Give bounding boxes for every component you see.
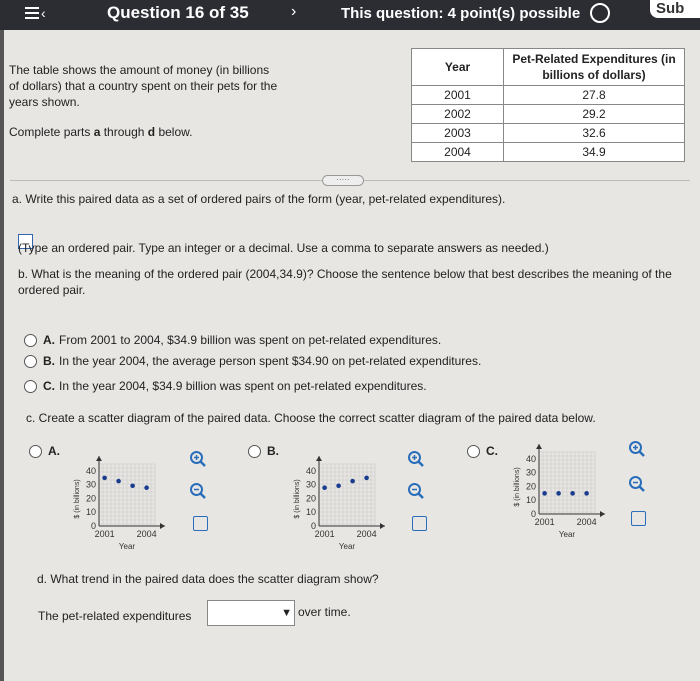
- radio-button[interactable]: [467, 445, 480, 458]
- y-tick-label: 10: [305, 507, 316, 518]
- zoom-out-icon[interactable]: [407, 482, 425, 500]
- trend-dropdown[interactable]: [207, 600, 295, 626]
- part-b-prompt: b. What is the meaning of the ordered pair (2004,34.9)? Choose the sentence below that best describes the meaning of the ordered pair.: [18, 267, 672, 297]
- y-tick-label: 40: [305, 465, 316, 476]
- y-axis-label: $ (in billions): [514, 467, 521, 507]
- value-cell: 32.6: [504, 124, 685, 143]
- y-tick-label: 30: [305, 479, 316, 490]
- x-tick-label: 2004: [576, 517, 597, 527]
- data-point: [570, 491, 575, 496]
- x-tick-label: 2001: [534, 517, 555, 527]
- settings-icon[interactable]: [590, 3, 610, 23]
- x-axis-label: Year: [558, 530, 576, 539]
- x-tick-label: 2004: [136, 529, 157, 539]
- data-point: [350, 479, 355, 484]
- external-link-icon[interactable]: [193, 516, 208, 531]
- y-tick-label: 30: [85, 479, 96, 490]
- problem-intro: The table shows the amount of money (in billions of dollars) that a country spent on their pets for the years shown.: [9, 63, 278, 109]
- option-text: From 2001 to 2004, $34.9 billion was spent on pet-related expenditures.: [59, 333, 442, 347]
- zoom-out-icon[interactable]: [189, 482, 207, 500]
- option-b-c[interactable]: [24, 379, 427, 393]
- table-row: [412, 143, 685, 162]
- x-axis-arrow: [160, 523, 165, 529]
- x-axis-label: Year: [338, 542, 356, 551]
- option-c-a[interactable]: [29, 444, 64, 458]
- y-tick-label: 10: [525, 495, 536, 506]
- option-text: In the year 2004, $34.9 billion was spent on pet-related expenditures.: [59, 379, 427, 393]
- data-point: [542, 491, 547, 496]
- y-axis-arrow: [536, 444, 542, 449]
- y-tick-label: 30: [525, 467, 536, 478]
- trend-trail-text: over time.: [298, 605, 351, 619]
- zoom-in-icon[interactable]: [189, 450, 207, 468]
- scatter-plot-a: [72, 452, 190, 554]
- data-point: [364, 476, 369, 481]
- external-link-icon[interactable]: [412, 516, 427, 531]
- data-point: [556, 491, 561, 496]
- submit-button[interactable]: Sub: [650, 0, 700, 18]
- part-a-prompt: a. Write this paired data as a set of ordered pairs of the form (year, pet-related expenditures).: [12, 192, 506, 206]
- y-tick-label: 10: [85, 507, 96, 518]
- question-title: Question 16 of 35: [107, 3, 249, 22]
- scatter-plot-b: [292, 452, 410, 554]
- data-point: [336, 483, 341, 488]
- y-tick-label: 40: [525, 453, 536, 464]
- option-letter: A.: [43, 333, 55, 347]
- x-axis-arrow: [380, 523, 385, 529]
- value-cell: 27.8: [504, 86, 685, 105]
- option-c-c[interactable]: [467, 444, 502, 458]
- x-tick-label: 2001: [94, 529, 115, 539]
- problem-instructions: Complete parts a through d below.: [9, 125, 193, 139]
- option-b-b[interactable]: [24, 354, 481, 368]
- x-axis-label: Year: [118, 542, 136, 551]
- data-point: [322, 485, 327, 490]
- y-tick-label: 20: [525, 481, 536, 492]
- radio-button[interactable]: [29, 445, 42, 458]
- y-tick-label: 0: [530, 509, 536, 519]
- y-tick-label: 0: [310, 521, 316, 531]
- data-point: [130, 483, 135, 488]
- year-cell: 2003: [412, 124, 504, 143]
- table-row: [412, 124, 685, 143]
- left-edge: [0, 30, 4, 681]
- table-header-expenditure: Pet-Related Expenditures (in billions of dollars): [504, 49, 685, 86]
- y-tick-label: 40: [85, 465, 96, 476]
- zoom-in-icon[interactable]: [407, 450, 425, 468]
- radio-button[interactable]: [24, 380, 37, 393]
- data-point: [116, 479, 121, 484]
- y-axis-arrow: [96, 456, 102, 461]
- trend-lead-text: The pet-related expenditures: [38, 609, 192, 623]
- value-cell: 34.9: [504, 143, 685, 162]
- table-header-year: Year: [412, 49, 504, 86]
- zoom-out-icon[interactable]: [628, 475, 646, 493]
- option-letter: A.: [48, 444, 60, 458]
- x-tick-label: 2004: [356, 529, 377, 539]
- y-tick-label: 0: [90, 521, 96, 531]
- part-c-prompt: c. Create a scatter diagram of the paired data. Choose the correct scatter diagram of the paired data below.: [26, 411, 596, 425]
- radio-button[interactable]: [248, 445, 261, 458]
- top-bar: [0, 0, 700, 30]
- x-axis-arrow: [600, 511, 605, 517]
- year-cell: 2004: [412, 143, 504, 162]
- external-link-icon[interactable]: [631, 511, 646, 526]
- option-letter: C.: [486, 444, 498, 458]
- option-c-b[interactable]: [248, 444, 283, 458]
- x-tick-label: 2001: [314, 529, 335, 539]
- chevron-left-icon[interactable]: ‹: [41, 5, 46, 21]
- year-cell: 2002: [412, 105, 504, 124]
- table-row: [412, 86, 685, 105]
- table-row: [412, 105, 685, 124]
- data-point: [144, 485, 149, 490]
- points-label: This question: 4 point(s) possible: [341, 5, 581, 22]
- radio-button[interactable]: [24, 334, 37, 347]
- next-question-button[interactable]: ›: [291, 3, 297, 20]
- y-tick-label: 20: [85, 493, 96, 504]
- option-letter: B.: [43, 354, 55, 368]
- resize-handle[interactable]: ·····: [322, 175, 364, 186]
- option-letter: C.: [43, 379, 55, 393]
- radio-button[interactable]: [24, 355, 37, 368]
- data-table: [411, 48, 685, 162]
- y-tick-label: 20: [305, 493, 316, 504]
- y-axis-label: $ (in billions): [294, 479, 301, 519]
- data-point: [102, 476, 107, 481]
- option-letter: B.: [267, 444, 279, 458]
- part-a-hint: (Type an ordered pair. Type an integer or a decimal. Use a comma to separate answers as needed.): [18, 241, 549, 255]
- y-axis-label: $ (in billions): [74, 479, 81, 519]
- y-axis-arrow: [316, 456, 322, 461]
- year-cell: 2001: [412, 86, 504, 105]
- value-cell: 29.2: [504, 105, 685, 124]
- part-d-prompt: d. What trend in the paired data does the scatter diagram show?: [37, 572, 379, 586]
- triangle-down-icon: ▼: [281, 607, 292, 619]
- option-text: In the year 2004, the average person spent $34.90 on pet-related expenditures.: [59, 354, 482, 368]
- zoom-in-icon[interactable]: [628, 440, 646, 458]
- scatter-plot-c: [512, 440, 630, 546]
- data-point: [584, 491, 589, 496]
- option-b-a[interactable]: [24, 333, 441, 347]
